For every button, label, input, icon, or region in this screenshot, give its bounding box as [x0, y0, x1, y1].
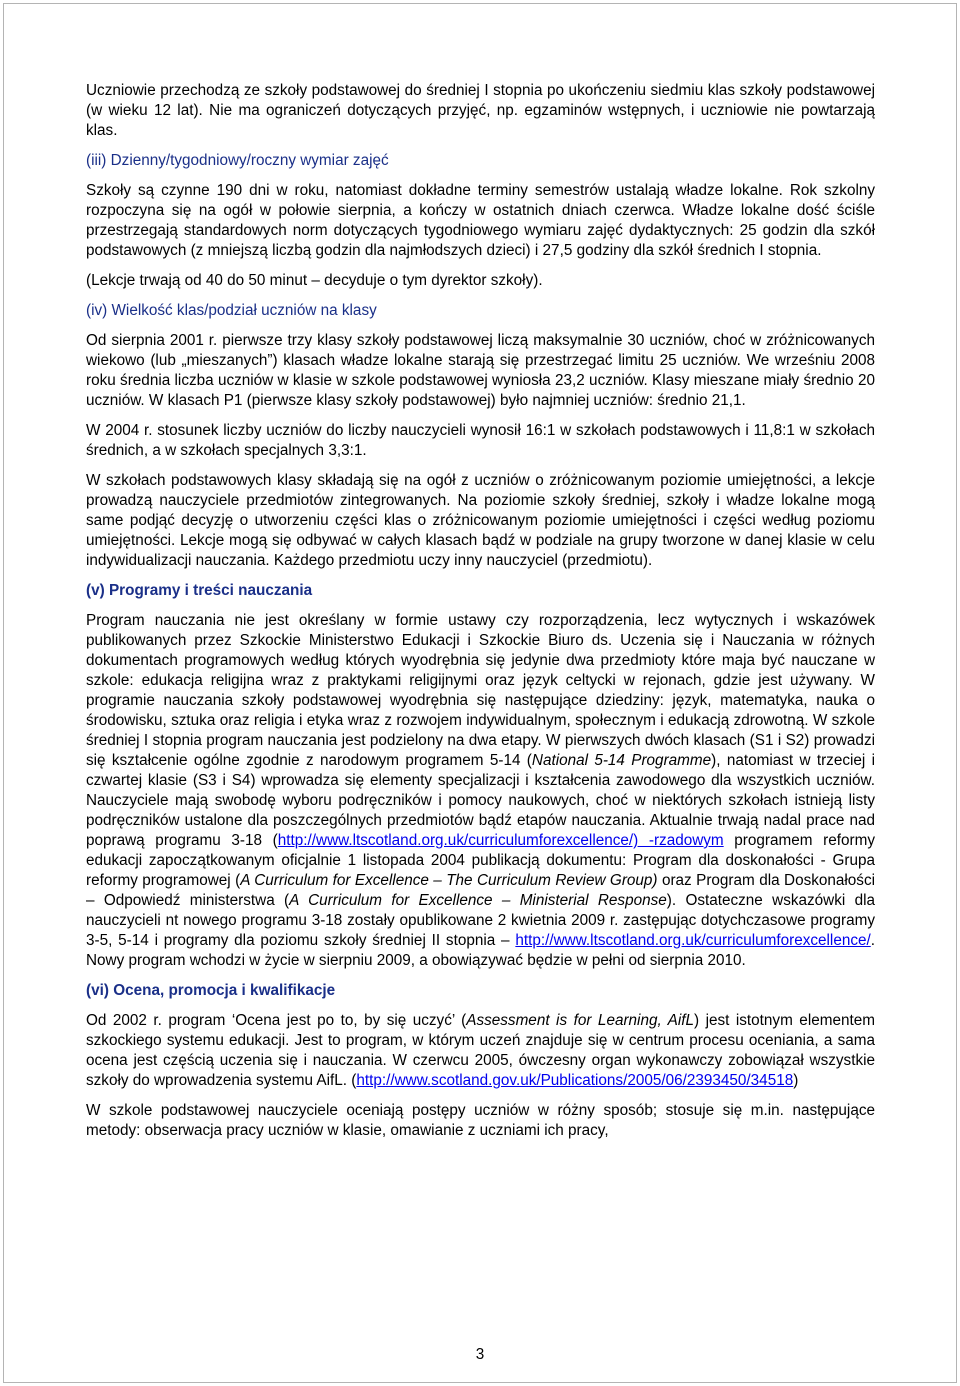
- italic-run: A Curriculum for Excellence – Ministerial Response: [289, 892, 667, 909]
- italic-run: National 5-14 Programme: [531, 752, 712, 769]
- paragraph-grouping: W szkołach podstawowych klasy składają się na ogół z uczniów o zróżnicowanym poziomie umiejętności, a lekcje prowadzą nauczyciele przedmiotów zintegrowanych. Na poziomie szkoły średniej, szkoły i władze lokalne mogą same podjąć decyzję o utworzeniu części klas o zróżnicowanym poziomie umiejętności i części według poziomu umiejętności. Lekcje mogą się odbywać w całych klasach bądź w podziale na grupy tworzone w danej klasie w celu indywidualizacji nauczania. Każdego przedmiotu uczy inny nauczyciel (przedmiotu).: [86, 472, 875, 569]
- paragraph-curriculum: [86, 611, 875, 971]
- paragraph-aifl: [86, 1011, 875, 1091]
- page-number: 3: [475, 1346, 485, 1363]
- text-run: Program nauczania nie jest określany w formie ustawy czy rozporządzenia, lecz wytycznych i wskazówek publikowanych przez Szkockie Ministerstwo Edukacji i Szkockie Biuro ds. Uczenia się i Nauczania w różnych dokumentach programowych według których wyodrębnia się jedynie dwa przedmioty które maja być nauczane w szkole: edukacja religijna wraz z praktykami religijnymi oraz język celtycki w rejonach, gdzie jest używany. W programie nauczania szkoły podstawowej wyodrębnia się następujące dziedziny: język, matematyka, nauka o środowisku, sztuka oraz religia i etyka wraz z rozwojem indywidualnym, społecznym i edukacją zdrowotną. W szkole średniej I stopnia program nauczania jest podzielony na dwa etapy. W pierwszych dwóch klasach (S1 i S2) prowadzi się kształcenie ogólne zgodnie z narodowym programem 5-14 (: [86, 612, 875, 769]
- page-content: [86, 81, 875, 1151]
- paragraph-assessment-methods: W szkole podstawowej nauczyciele oceniają postępy uczniów w różny sposób; stosuje się m.in. następujące metody: obserwacja pracy uczniów w klasie, omawianie z uczniami ich pracy,: [86, 1102, 875, 1139]
- link-scotland-gov-publication[interactable]: http://www.scotland.gov.uk/Publications/2005/06/2393450/34518: [356, 1072, 794, 1089]
- text-run: ) jest istotnym elementem szkockiego systemu edukacji. Jest to program, w którym uczeń znajduje się w centrum procesu oceniania, a sama ocena jest częścią uczenia się i nauczania. W czerwcu 2005, ówczesny organ wykonawczy zobowiązał wszystkie szkoły do wprowadzenia systemu AifL. (: [86, 1012, 875, 1089]
- heading-class-size: (iv) Wielkość klas/podział uczniów na klasy: [86, 302, 377, 319]
- text-run: programem reformy edukacji zapoczątkowanym oficjalnie 1 listopada 2004 publikacją dokumentu: Program dla doskonałości - Grupa reformy programowej (: [86, 832, 875, 889]
- paragraph-lesson-length: (Lekcje trwają od 40 do 50 minut – decyduje o tym dyrektor szkoły).: [86, 272, 543, 289]
- text-run: ). Ostateczne wskazówki dla nauczycieli nt nowego programu 3-18 zostały opublikowane 2 kwietnia 2009 r. zastępując dotychczasowe programy 3-5, 5-14 i programy dla poziomu szkoły średniej II stopnia –: [86, 892, 875, 949]
- paragraph-class-limits: Od sierpnia 2001 r. pierwsze trzy klasy szkoły podstawowej liczą maksymalnie 30 uczniów, choć w zróżnicowanych wiekowo (lub „mieszanych”) klasach władze lokalne starają się przestrzegać limitu 25 uczniów. We wrześniu 2008 roku średnia liczba uczniów w klasie w szkole podstawowej wyniosła 23,2 uczniów. Klasy mieszane miały średnio 20 uczniów. W klasach P1 (pierwsze klasy szkoły podstawowej) było najmniej uczniów: średnio 21,1.: [86, 332, 875, 409]
- text-run: ): [793, 1072, 799, 1089]
- paragraph-school-year: Szkoły są czynne 190 dni w roku, natomiast dokładne terminy semestrów ustalają władze lokalne. Rok szkolny rozpoczyna się na ogół w połowie sierpnia, a kończy w ostatnich dniach czerwca. Władze lokalne dość ściśle przestrzegają standardowych norm dotyczących tygodniowego wymiaru zajęć dydaktycznych: 25 godzin dla szkół podstawowych (z mniejszą liczbą godzin dla najmłodszych dzieci) i 27,5 godziny dla szkół średnich I stopnia.: [86, 182, 875, 259]
- paragraph-transition: Uczniowie przechodzą ze szkoły podstawowej do średniej I stopnia po ukończeniu siedmiu klas szkoły podstawowej (w wieku 12 lat). Nie ma ograniczeń dotyczących przyjęć, np. egzaminów wstępnych, i uczniowie nie powtarzają klas.: [86, 82, 875, 139]
- italic-run: Assessment is for Learning, AifL: [466, 1012, 694, 1029]
- paragraph-pupil-teacher-ratio: W 2004 r. stosunek liczby uczniów do liczby nauczycieli wynosił 16:1 w szkołach podstawowych i 11,8:1 w szkołach średnich, a w szkołach specjalnych 3,3:1.: [86, 422, 875, 459]
- text-run: oraz Program dla Doskonałości – Odpowiedź ministerstwa (: [86, 872, 876, 909]
- heading-curriculum: (v) Programy i treści nauczania: [86, 582, 313, 599]
- link-ltscotland[interactable]: http://www.ltscotland.org.uk/curriculumforexcellence/: [515, 932, 871, 949]
- link-curriculum-for-excellence[interactable]: http://www.ltscotland.org.uk/curriculumforexcellence/) -rzadowym: [277, 832, 724, 849]
- text-run: . Nowy program wchodzi w życie w sierpniu 2009, a obowiązywać będzie w pełni od sierpnia 2010.: [86, 932, 875, 969]
- heading-daily-weekly-annual: (iii) Dzienny/tygodniowy/roczny wymiar zajęć: [86, 152, 389, 169]
- heading-assessment: (vi) Ocena, promocja i kwalifikacje: [86, 982, 336, 999]
- italic-run: A Curriculum for Excellence – The Curriculum Review Group): [240, 872, 658, 889]
- text-run: ), natomiast w trzeciej i czwartej klasie (S3 i S4) wprowadza się elementy specjalizacji i kształcenia zawodowego dla wszystkich uczniów. Nauczyciele mają swobodę wyboru podręczników i pomocy naukowych, choć w niektórych szkołach istnieją listy podręczników ustalone dla poszczególnych przedmiotów bądź etapów nauczania. Aktualnie trwają nadal prace nad poprawą programu 3-18 (: [86, 752, 875, 849]
- text-run: Od 2002 r. program ‘Ocena jest po to, by się uczyć’ (: [86, 1012, 467, 1029]
